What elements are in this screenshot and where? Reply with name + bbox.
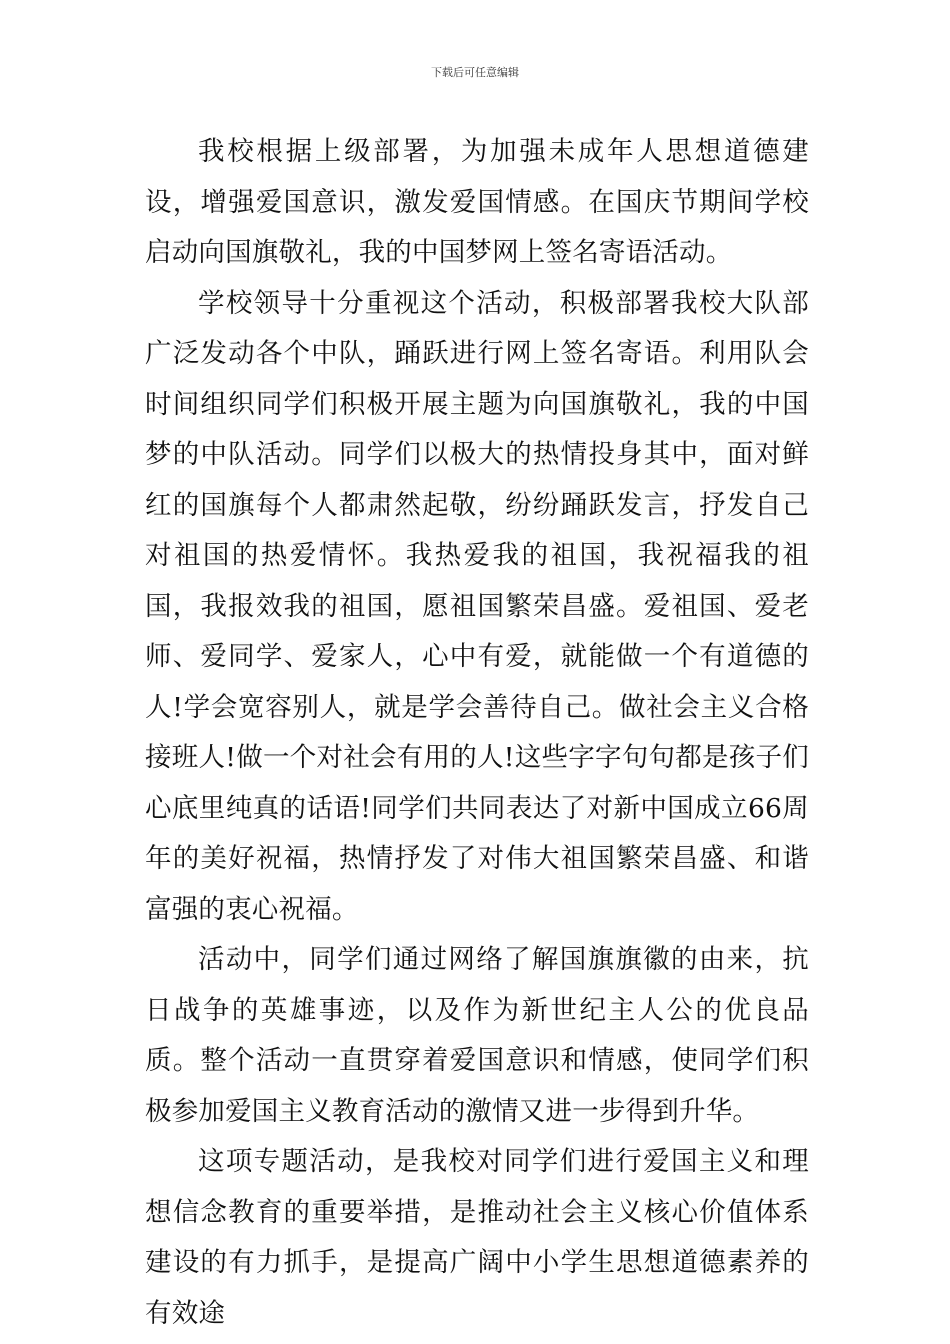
paragraph: 这项专题活动，是我校对同学们进行爱国主义和理想信念教育的重要举措，是推动社会主义核心价值体系建设的有力抓手，是提高广阔中小学生思想道德素养的有效途 [145,1146,809,1329]
paragraph: 我校根据上级部署，为加强未成年人思想道德建设，增强爱国意识，激发爱国情感。在国庆节期间学校启动向国旗敬礼，我的中国梦网上签名寄语活动。 [145,136,809,268]
paragraph: 活动中，同学们通过网络了解国旗旗徽的由来，抗日战争的英雄事迹，以及作为新世纪主人公的优良品质。整个活动一直贯穿着爱国意识和情感，使同学们积极参加爱国主义教育活动的激情又进一步得到升华。 [145,944,809,1127]
page-header: 下载后可任意编辑 [431,66,519,79]
document-body [145,127,809,1339]
paragraph: 学校领导十分重视这个活动，积极部署我校大队部广泛发动各个中队，踊跃进行网上签名寄语。利用队会时间组织同学们积极开展主题为向国旗敬礼，我的中国梦的中队活动。同学们以极大的热情投身其中，面对鲜红的国旗每个人都肃然起敬，纷纷踊跃发言，抒发自己对祖国的热爱情怀。我热爱我的祖国，我祝福我的祖国，我报效我的祖国，愿祖国繁荣昌盛。爱祖国、爱老师、爱同学、爱家人，心中有爱，就能做一个有道德的人!学会宽容别人，就是学会善待自己。做社会主义合格接班人!做一个对社会有用的人!这些字字句句都是孩子们心底里纯真的话语!同学们共同表达了对新中国成立66周年的美好祝福，热情抒发了对伟大祖国繁荣昌盛、和谐富强的衷心祝福。 [145,287,809,925]
